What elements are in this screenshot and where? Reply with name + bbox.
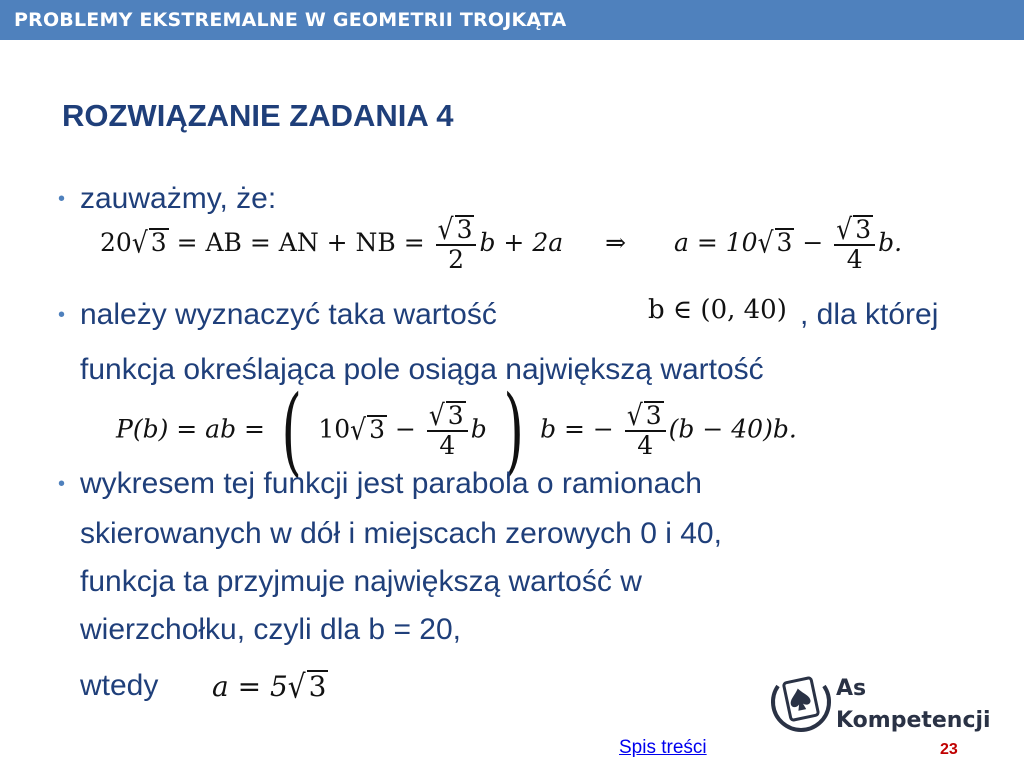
header-bar [0,0,1024,40]
page-number: 23 [940,741,958,758]
bullet-marker: • [58,304,66,326]
logo-text-line2: Kompetencji [836,708,991,733]
bullet-2-text-end: , dla której [800,298,939,331]
as-kompetencji-logo [768,672,998,742]
equation-2: P(b) = ab = ( 10√ 3 − $\frac{√ 3}{4}$ b ) b = − $\frac{√ 3}{4}$ (b − 40)b. [116,375,797,487]
bullet-1-text: zauważmy, że: [80,182,277,215]
table-of-contents-link[interactable]: Spis treści [619,737,707,758]
logo-text-line1: As [836,676,867,701]
bullet-3-line3: funkcja ta przyjmuje największą wartość w [80,565,642,598]
bullet-3-line4: wierzchołku, czyli dla b = 20, [80,613,462,646]
bullet-2-text-line2: funkcja określająca pole osiąga największą wartość [80,353,764,386]
presentation-title: PROBLEMY EKSTREMALNE W GEOMETRII TROJKĄTA [14,9,567,31]
bullet-3-line2: skierowanych w dół i miejscach zerowych 0 i 40, [80,517,722,550]
spade-card-icon [768,672,834,742]
bullet-3-line1: wykresem tej funkcji jest parabola o ramionach [80,467,702,500]
bullet-3-line5: wtedy [80,669,159,702]
equation-3: a = 5√ 3 [212,667,327,706]
equation-1: 20√ 3 = AB = AN + NB = $\frac{√ 3}{2}$ b + 2a ⇒ a = 10√ 3 − $\frac{√ 3}{4}$ b. [100,212,903,274]
bullet-marker: • [58,188,66,210]
slide-title: ROZWIĄZANIE ZADANIA 4 [62,98,454,133]
bullet-2-text-start: należy wyznaczyć taka wartość [80,298,497,331]
bullet-marker: • [58,473,66,495]
domain-expression: b ∈ (0, 40) [648,295,787,325]
